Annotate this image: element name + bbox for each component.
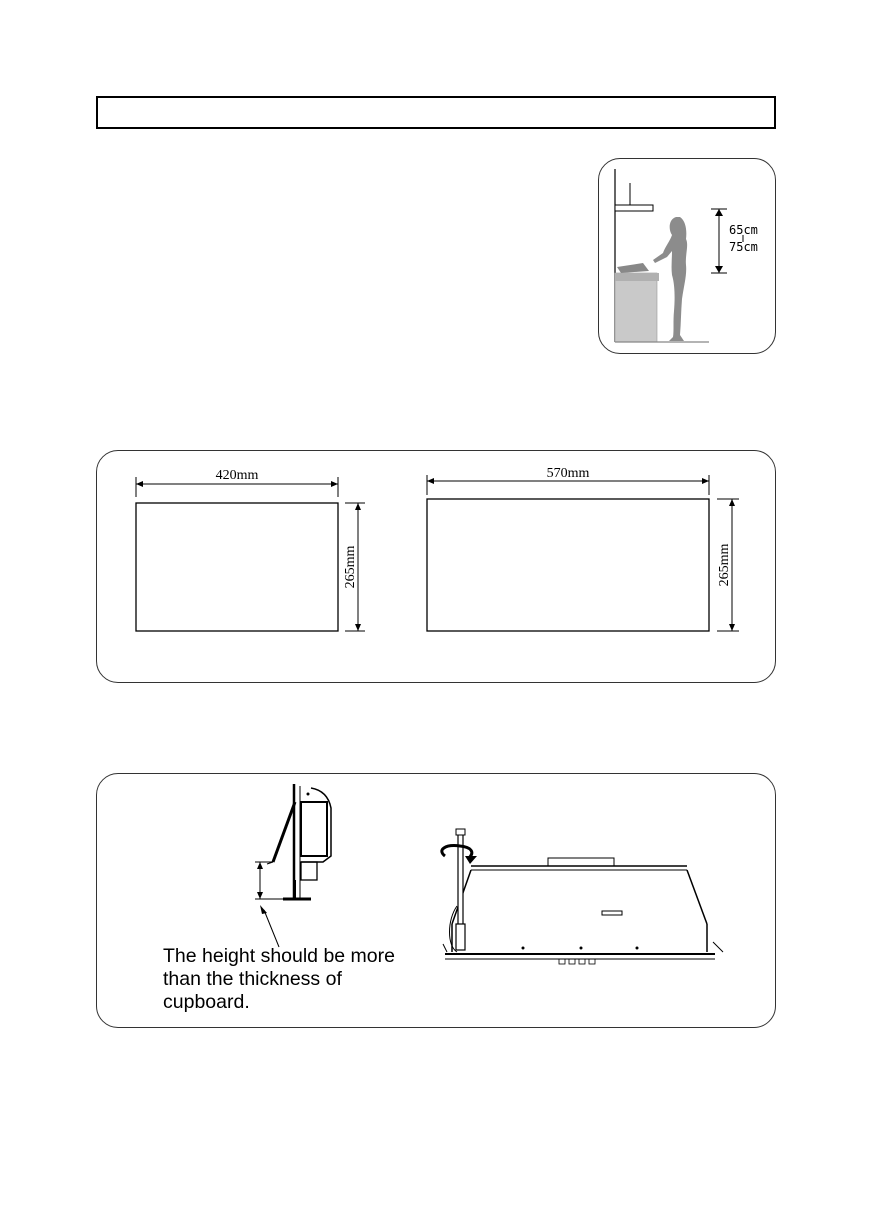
section-header-box <box>96 96 776 129</box>
height-lower-label: 75cm <box>729 240 758 254</box>
small-hood-outline <box>136 503 338 631</box>
installation-note: The height should be more than the thickness of cupboard. <box>163 945 395 1013</box>
side-section-view <box>255 784 331 947</box>
large-width-label: 570mm <box>546 466 590 481</box>
large-hood-outline <box>427 499 709 631</box>
large-height-label: 265mm <box>717 543 732 587</box>
dimension-drawings <box>97 451 777 684</box>
height-upper-label: 65cm <box>729 223 758 237</box>
hood-dimensions-figure <box>96 450 776 683</box>
front-hood-view <box>442 829 723 964</box>
small-width-label: 420mm <box>215 468 259 483</box>
small-height-label: 265mm <box>343 545 358 589</box>
installation-height-figure <box>598 158 776 354</box>
person-cooking-illustration <box>599 159 776 354</box>
